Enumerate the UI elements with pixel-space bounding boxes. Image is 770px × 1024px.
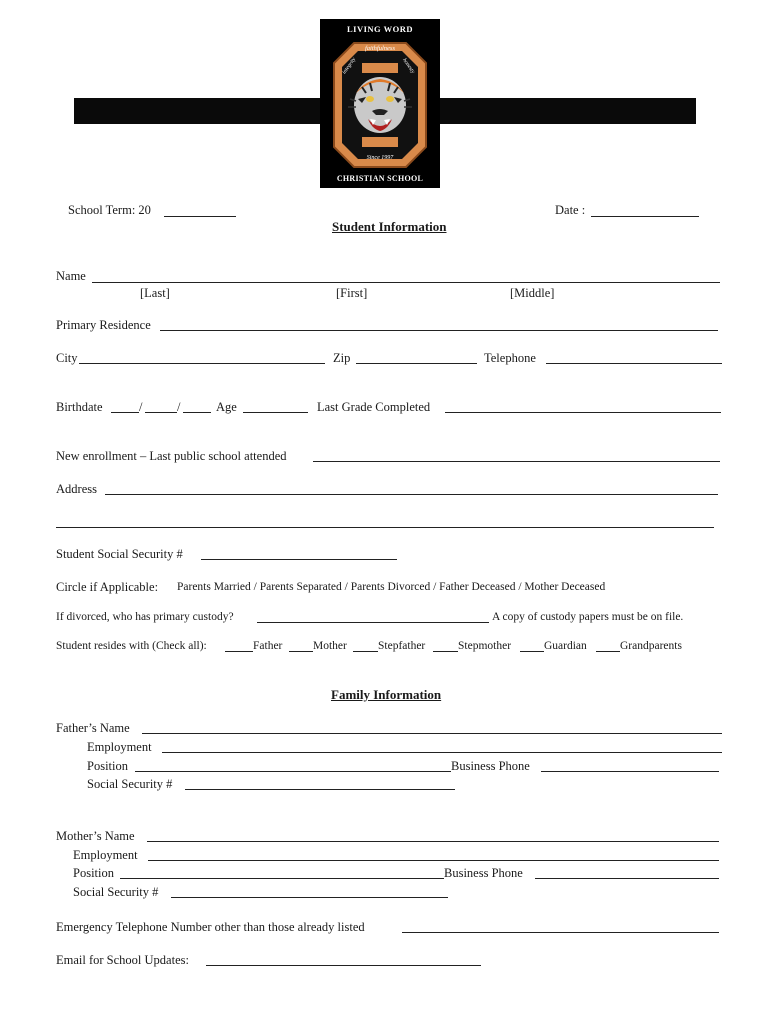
primary-residence-label: Primary Residence	[56, 318, 151, 332]
age-field[interactable]	[243, 412, 308, 413]
mother-ssn-label: Social Security #	[73, 885, 159, 899]
last-sublabel: [Last]	[140, 286, 170, 300]
mother-employment-label: Employment	[73, 848, 138, 862]
mother-business-phone-field[interactable]	[535, 878, 719, 879]
birthdate-label: Birthdate	[56, 400, 103, 414]
new-enrollment-label: New enrollment – Last public school attended	[56, 449, 287, 463]
logo-faithfulness-text: faithfulness	[365, 45, 395, 52]
student-info-heading: Student Information	[332, 219, 447, 234]
first-sublabel: [First]	[336, 286, 368, 300]
family-info-heading: Family Information	[331, 687, 442, 702]
emergency-phone-label: Emergency Telephone Number other than those already listed	[56, 920, 365, 934]
student-ssn-field[interactable]	[201, 559, 397, 560]
birthdate-slash-2: /	[177, 400, 181, 414]
mother-employment-field[interactable]	[148, 860, 719, 861]
school-term-label: School Term: 20	[68, 203, 151, 217]
parent-status-options[interactable]: Parents Married / Parents Separated / Parents Divorced / Father Deceased / Mother Deceased	[177, 581, 606, 593]
father-business-phone-field[interactable]	[541, 771, 719, 772]
address-label: Address	[56, 482, 97, 496]
date-field[interactable]	[591, 216, 699, 217]
custody-note: A copy of custody papers must be on file.	[492, 611, 684, 623]
resides-stepfather-check[interactable]	[353, 651, 378, 652]
address-field-line-1[interactable]	[105, 494, 718, 495]
zip-field[interactable]	[356, 363, 477, 364]
resides-father-check[interactable]	[225, 651, 253, 652]
resides-stepfather-label: Stepfather	[378, 640, 426, 652]
email-field[interactable]	[206, 965, 481, 966]
school-term-field[interactable]	[164, 216, 236, 217]
birthdate-month-field[interactable]	[111, 412, 139, 413]
father-position-field[interactable]	[135, 771, 451, 772]
primary-residence-field[interactable]	[160, 330, 718, 331]
city-label: City	[56, 351, 78, 365]
age-label: Age	[216, 400, 237, 414]
circle-applicable-label: Circle if Applicable:	[56, 580, 159, 594]
logo-integrity-text: integrity	[341, 56, 358, 76]
birthdate-year-field[interactable]	[183, 412, 211, 413]
father-ssn-label: Social Security #	[87, 777, 173, 791]
custody-field[interactable]	[257, 622, 489, 623]
logo-bottom-text: CHRISTIAN SCHOOL	[336, 174, 424, 183]
father-employment-label: Employment	[87, 740, 152, 754]
logo-top-text: LIVING WORD	[346, 24, 414, 34]
father-ssn-field[interactable]	[185, 789, 455, 790]
mother-business-phone-label: Business Phone	[444, 866, 523, 880]
city-field[interactable]	[79, 363, 325, 364]
date-label: Date :	[555, 203, 586, 217]
resides-guardian-label: Guardian	[544, 640, 587, 652]
custody-question: If divorced, who has primary custody?	[56, 611, 234, 623]
father-name-label: Father’s Name	[56, 721, 130, 735]
resides-mother-label: Mother	[313, 640, 347, 652]
telephone-label: Telephone	[484, 351, 536, 365]
resides-stepmother-label: Stepmother	[458, 640, 512, 652]
resides-grandparents-label: Grandparents	[620, 640, 682, 652]
email-label: Email for School Updates:	[56, 953, 189, 967]
last-school-field[interactable]	[313, 461, 720, 462]
student-ssn-label: Student Social Security #	[56, 547, 183, 561]
father-business-phone-label: Business Phone	[451, 759, 530, 773]
telephone-field[interactable]	[546, 363, 722, 364]
name-label: Name	[56, 269, 86, 283]
resides-stepmother-check[interactable]	[433, 651, 458, 652]
tiger-emblem-icon	[332, 41, 428, 169]
resides-guardian-check[interactable]	[520, 651, 544, 652]
zip-label: Zip	[333, 351, 351, 365]
father-position-label: Position	[87, 759, 128, 773]
last-grade-field[interactable]	[445, 412, 721, 413]
resides-mother-check[interactable]	[289, 651, 313, 652]
mother-name-label: Mother’s Name	[56, 829, 135, 843]
school-logo	[320, 19, 440, 188]
mother-position-field[interactable]	[120, 878, 444, 879]
father-employment-field[interactable]	[162, 752, 722, 753]
middle-sublabel: [Middle]	[510, 286, 555, 300]
mother-name-field[interactable]	[147, 841, 719, 842]
last-grade-label: Last Grade Completed	[317, 400, 431, 414]
birthdate-slash-1: /	[139, 400, 143, 414]
mother-position-label: Position	[73, 866, 114, 880]
logo-honesty-text: honesty	[401, 57, 416, 75]
address-field-line-2[interactable]	[56, 527, 714, 528]
father-name-field[interactable]	[142, 733, 722, 734]
emergency-phone-field[interactable]	[402, 932, 719, 933]
mother-ssn-field[interactable]	[171, 897, 448, 898]
logo-since-text: Since 1997	[366, 155, 394, 161]
birthdate-day-field[interactable]	[145, 412, 177, 413]
resides-father-label: Father	[253, 640, 283, 652]
resides-grandparents-check[interactable]	[596, 651, 620, 652]
resides-with-label: Student resides with (Check all):	[56, 640, 207, 652]
name-field[interactable]	[92, 282, 720, 283]
